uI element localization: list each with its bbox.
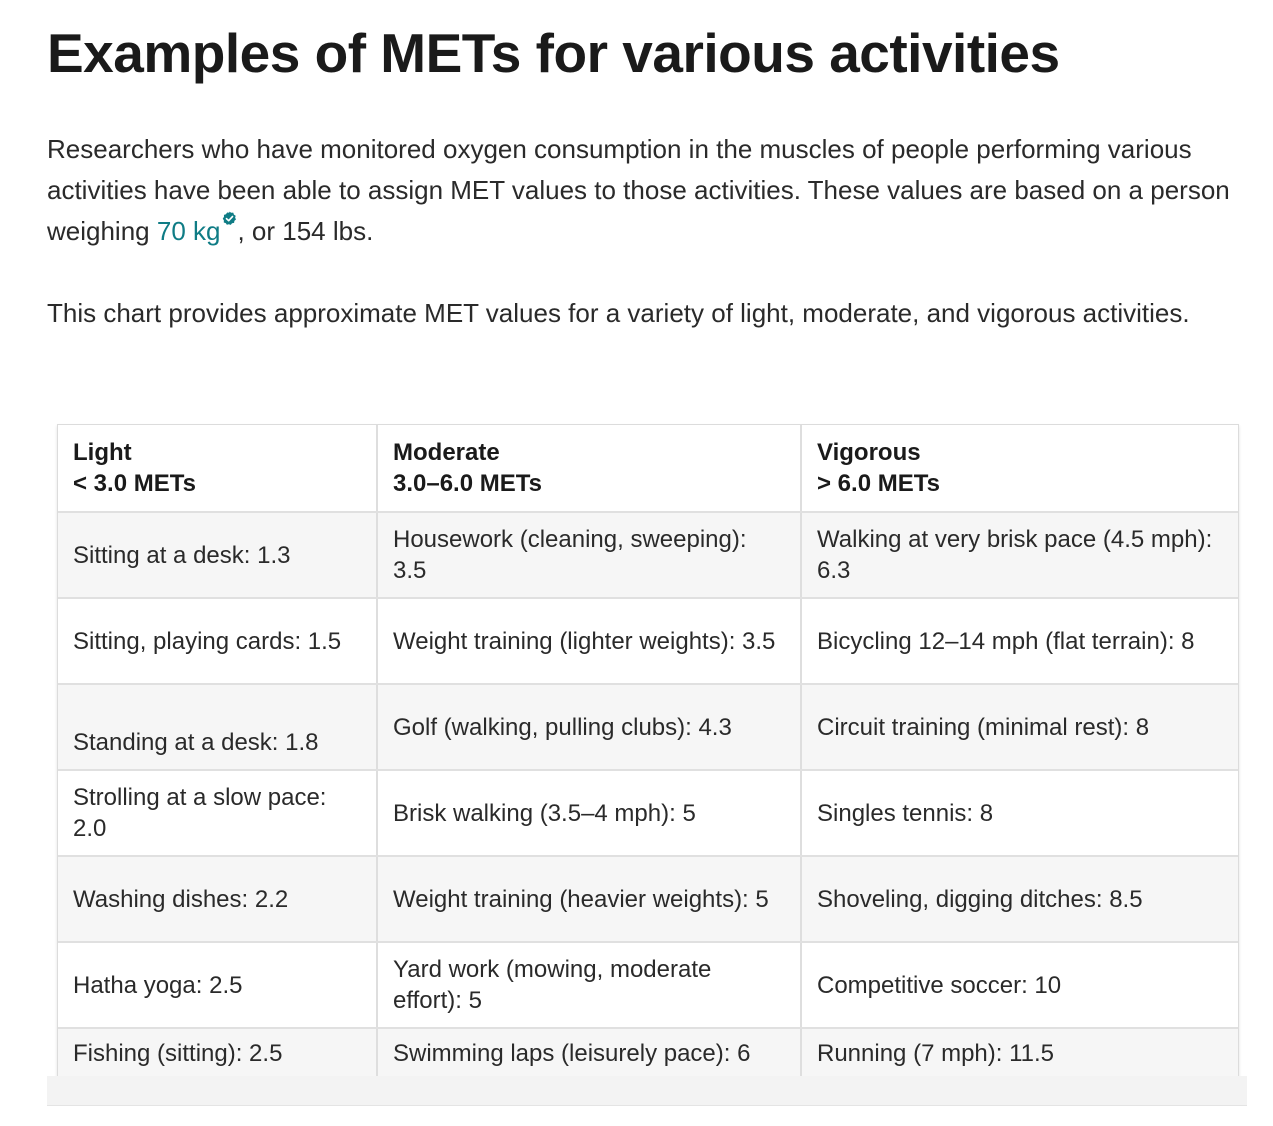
verified-check-icon	[222, 211, 237, 226]
table-cell: Swimming laps (leisurely pace): 6	[377, 1028, 801, 1078]
table-cell: Shoveling, digging ditches: 8.5	[801, 856, 1238, 942]
table-cell: Yard work (mowing, moderate effort): 5	[377, 942, 801, 1028]
table-header-row	[58, 425, 1238, 512]
source-link[interactable]: 70 kg	[156, 216, 221, 246]
page-title: Examples of METs for various activities	[47, 22, 1060, 84]
table-cell: Standing at a desk: 1.8	[58, 684, 377, 770]
header-range: 3.0–6.0 METs	[393, 470, 542, 497]
table-cell: Competitive soccer: 10	[801, 942, 1238, 1028]
table-cell: Weight training (lighter weights): 3.5	[377, 598, 801, 684]
table-cell: Golf (walking, pulling clubs): 4.3	[377, 684, 801, 770]
header-label: Moderate	[393, 439, 500, 466]
table-cell: Washing dishes: 2.2	[58, 856, 377, 942]
header-label: Vigorous	[817, 439, 921, 466]
table-row	[58, 1028, 1238, 1078]
header-range: > 6.0 METs	[817, 470, 940, 497]
table-cell: Sitting, playing cards: 1.5	[58, 598, 377, 684]
header-light	[58, 425, 377, 512]
header-moderate	[377, 425, 801, 512]
header-range: < 3.0 METs	[73, 470, 196, 497]
table-row	[58, 942, 1238, 1028]
table-scrollbar-track[interactable]	[47, 1076, 1247, 1106]
table-cell: Walking at very brisk pace (4.5 mph): 6.3	[801, 512, 1238, 598]
table-cell: Brisk walking (3.5–4 mph): 5	[377, 770, 801, 856]
table-cell: Fishing (sitting): 2.5	[58, 1028, 377, 1078]
table-cell: Singles tennis: 8	[801, 770, 1238, 856]
intro-paragraph	[47, 129, 1247, 252]
intro-text-before: Researchers who have monitored oxygen consumption in the muscles of people performing various activities have been able to assign MET values to those activities. These values are based on a person weighing	[47, 134, 1230, 246]
table-cell: Circuit training (minimal rest): 8	[801, 684, 1238, 770]
table-row	[58, 684, 1238, 770]
header-vigorous	[801, 425, 1238, 512]
header-label: Light	[73, 439, 132, 466]
met-table	[57, 424, 1239, 1079]
table-cell: Housework (cleaning, sweeping): 3.5	[377, 512, 801, 598]
table-cell: Bicycling 12–14 mph (flat terrain): 8	[801, 598, 1238, 684]
table-row	[58, 512, 1238, 598]
table-row	[58, 856, 1238, 942]
table-cell: Running (7 mph): 11.5	[801, 1028, 1238, 1078]
table-cell: Hatha yoga: 2.5	[58, 942, 377, 1028]
table-row	[58, 770, 1238, 856]
chart-description: This chart provides approximate MET values for a variety of light, moderate, and vigorous activities.	[47, 298, 1190, 328]
intro-text-after: , or 154 lbs.	[237, 216, 374, 246]
table-cell: Sitting at a desk: 1.3	[58, 512, 377, 598]
table-row	[58, 598, 1238, 684]
table-cell: Weight training (heavier weights): 5	[377, 856, 801, 942]
article-body	[47, 0, 1247, 334]
table-cell: Strolling at a slow pace: 2.0	[58, 770, 377, 856]
met-values-table	[58, 425, 1238, 1078]
